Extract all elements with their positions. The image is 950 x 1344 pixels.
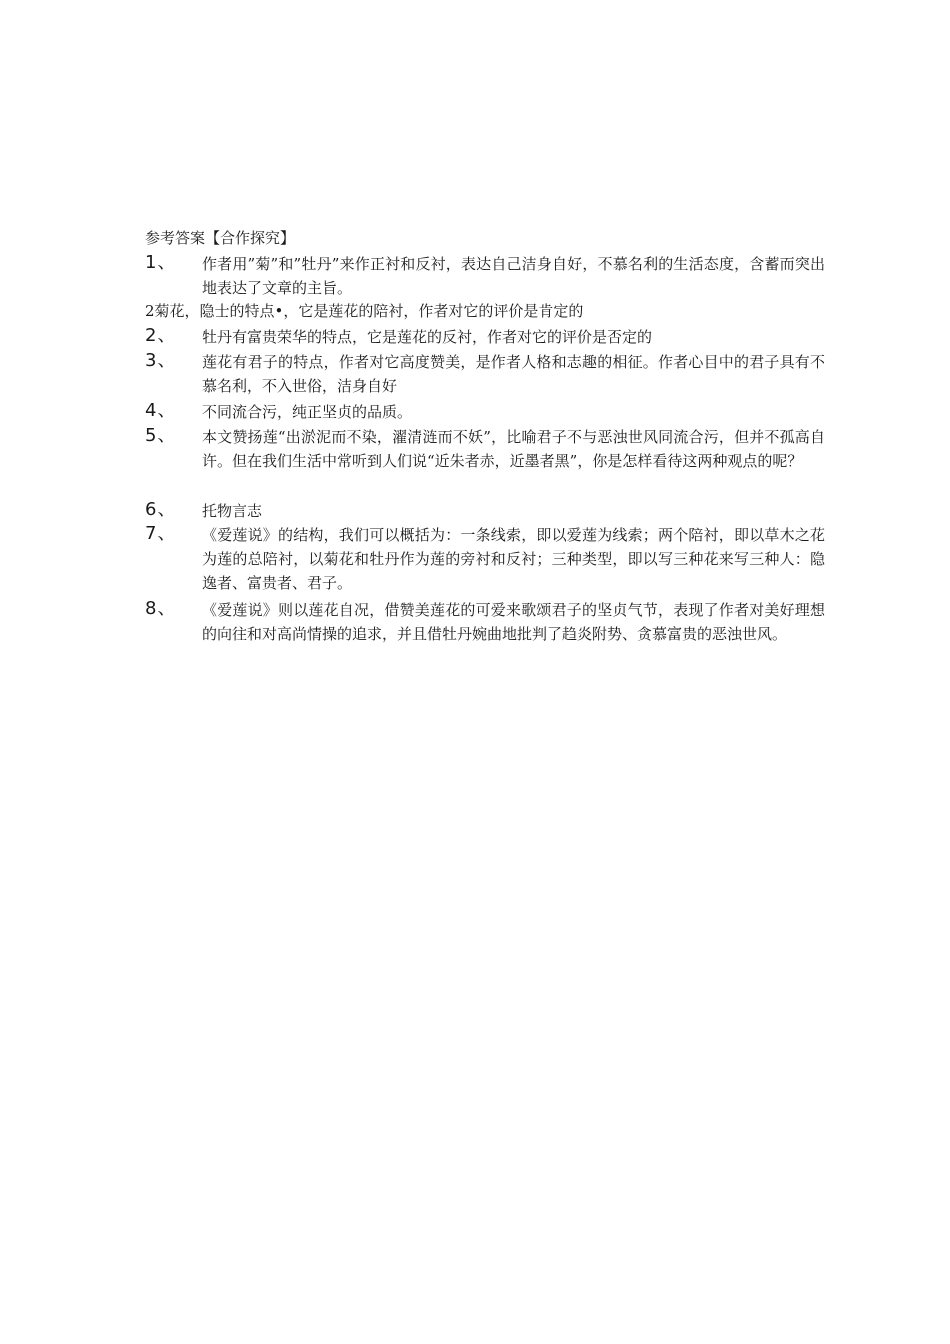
item-text: 作者用”菊”和”牡丹”来作正衬和反衬，表达自己洁身自好，不慕名利的生活态度，含蓄而突出地表达了文章的主旨。 (202, 255, 825, 297)
item-number: 3、 (145, 350, 177, 371)
item-text: 不同流合污，纯正坚贞的品质。 (202, 403, 413, 421)
item-number: 1、 (145, 252, 177, 273)
item-text: 牡丹有富贵荣华的特点，它是莲花的反衬，作者对它的评价是否定的 (202, 328, 653, 346)
item-text: 本文赞扬莲“出淤泥而不染，濯清涟而不妖”，比喻君子不与恶浊世风同流合污，但并不孤高自许。但在我们生活中常听到人们说“近朱者赤，近墨者黑”，你是怎样看待这两种观点的呢？ (202, 428, 825, 470)
item-text: 托物言志 (202, 502, 263, 520)
item-number: 6、 (145, 499, 177, 520)
item-text: 莲花有君子的特点，作者对它高度赞美，是作者人格和志趣的相征。作者心目中的君子具有不慕名利，不入世俗，洁身自好 (202, 353, 825, 395)
answer-item-flower: 2菊花，隐士的特点•，它是莲花的陪衬，作者对它的评价是肯定的 (145, 302, 584, 320)
item-number: 8、 (145, 598, 177, 619)
item-text: 《爱莲说》则以莲花自况，借赞美莲花的可爱来歌颂君子的坚贞气节，表现了作者对美好理想的向往和对高尚情操的追求，并且借牡丹婉曲地批判了趋炎附势、贪慕富贵的恶浊世风。 (202, 601, 825, 643)
answer-heading: 参考答案【合作探究】 (145, 229, 296, 247)
item-number: 5、 (145, 425, 177, 446)
item-number: 2、 (145, 325, 177, 346)
item-text: 《爱莲说》的结构，我们可以概括为：一条线索，即以爱莲为线索；两个陪衬，即以草木之花为莲的总陪衬，以菊花和牡丹作为莲的旁衬和反衬；三种类型，即以写三种花来写三种人：隐逸者、富贵者、君子。 (202, 526, 825, 592)
item-number: 7、 (145, 523, 177, 544)
item-number: 4、 (145, 400, 177, 421)
